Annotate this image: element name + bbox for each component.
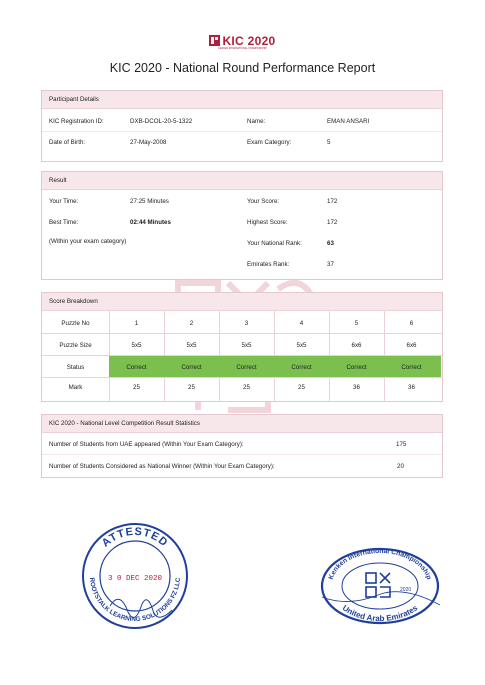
result-section <box>41 171 443 280</box>
appeared-label: Number of Students from UAE appeared (Within Your Exam Category): <box>49 441 244 448</box>
participant-section-title: Participant Details <box>49 96 99 103</box>
puzzle-mark-cell: 25 <box>243 384 250 391</box>
attested-company-text: ROOTSTALK LEARNING SOLUTIONS FZ LLC <box>87 577 183 624</box>
winners-label: Number of Students Considered as National Winner (Within Your Exam Category): <box>49 463 275 470</box>
puzzle-status-cell: Correct <box>236 364 257 371</box>
kic-ring-bottom-text: United Arab Emirates <box>340 603 420 624</box>
logo-subtitle: KENKEN INTERNATIONAL CHAMPIONSHIP <box>218 47 267 50</box>
breakdown-header-bg <box>42 293 442 310</box>
your-time-value: 27:25 Minutes <box>130 198 169 205</box>
row-label-status: Status <box>66 364 85 371</box>
puzzle-status-cell: Correct <box>401 364 422 371</box>
puzzle-no-cell: 1 <box>134 320 139 327</box>
result-header-bg <box>42 172 442 189</box>
kic-uae-stamp <box>318 545 443 625</box>
puzzle-size-cell: 5x5 <box>186 342 197 349</box>
your-score-label: Your Score: <box>247 198 280 205</box>
your-time-label: Your Time: <box>49 198 79 205</box>
puzzle-no-cell: 6 <box>409 320 414 327</box>
registration-value: DXB-DCOL-20-5-1322 <box>130 118 193 125</box>
svg-text:United Arab Emirates <box>341 603 420 623</box>
puzzle-status-cell: Correct <box>126 364 147 371</box>
winners-value: 20 <box>397 463 404 470</box>
result-section-title: Result <box>49 177 67 184</box>
puzzle-mark-cell: 25 <box>188 384 195 391</box>
puzzle-status-cell: Correct <box>181 364 202 371</box>
attested-ring-text: ATTESTED <box>99 525 171 550</box>
puzzle-size-cell: 6x6 <box>406 342 417 349</box>
puzzle-status-cell: Correct <box>291 364 312 371</box>
svg-text:Kenken International Champions <box>328 548 432 581</box>
emirates-rank-label: Emirates Rank: <box>247 261 290 268</box>
puzzle-size-cell: 6x6 <box>351 342 362 349</box>
category-value: 5 <box>327 139 331 146</box>
row-label-puzzle-size: Puzzle Size <box>59 342 92 349</box>
puzzle-no-cell: 2 <box>189 320 194 327</box>
highest-score-value: 172 <box>327 219 338 226</box>
name-value: EMAN ANSARI <box>327 118 370 125</box>
logo-text: KIC 2020 <box>222 33 276 48</box>
kic-logo-icon <box>209 35 220 46</box>
name-label: Name: <box>247 118 266 125</box>
emirates-rank-value: 37 <box>327 261 334 268</box>
national-rank-value: 63 <box>327 240 334 247</box>
row-label-mark: Mark <box>68 384 83 391</box>
dob-value: 27-May-2008 <box>130 139 167 146</box>
puzzle-no-cell: 4 <box>299 320 304 327</box>
page-title: KIC 2020 - National Round Performance Report <box>109 61 376 75</box>
kic-ring-top-text: Kenken International Championship <box>327 547 433 581</box>
appeared-value: 175 <box>396 441 407 448</box>
category-label: Exam Category: <box>247 139 292 146</box>
puzzle-mark-cell: 25 <box>298 384 305 391</box>
puzzle-mark-cell: 36 <box>353 384 360 391</box>
attested-stamp <box>80 518 190 633</box>
your-score-value: 172 <box>327 198 338 205</box>
attested-date: 3 0 DEC 2020 <box>107 575 163 583</box>
puzzle-size-cell: 5x5 <box>131 342 142 349</box>
national-rank-label: Your National Rank: <box>247 240 302 247</box>
puzzle-no-cell: 5 <box>354 320 359 327</box>
puzzle-size-cell: 5x5 <box>296 342 307 349</box>
within-category-note: (Within your exam category) <box>49 238 127 245</box>
puzzle-no-cell: 3 <box>244 320 249 327</box>
statistics-section-title: KIC 2020 - National Level Competition Result Statistics <box>49 420 200 427</box>
puzzle-mark-cell: 36 <box>408 384 415 391</box>
puzzle-status-cell: Correct <box>346 364 367 371</box>
highest-score-label: Highest Score: <box>247 219 288 226</box>
dob-label: Date of Birth: <box>49 139 86 146</box>
puzzle-mark-cell: 25 <box>133 384 140 391</box>
kic-stamp-year: 2020 <box>400 587 412 593</box>
best-time-label: Best Time: <box>49 219 79 226</box>
breakdown-section-title: Score Breakdown <box>49 298 98 305</box>
participant-section <box>41 90 443 162</box>
participant-header-bg <box>42 91 442 108</box>
puzzle-size-cell: 5x5 <box>241 342 252 349</box>
best-time-value: 02:44 Minutes <box>130 219 171 226</box>
row-label-puzzle-no: Puzzle No <box>61 320 90 327</box>
registration-label: KIC Registration ID: <box>49 118 104 125</box>
